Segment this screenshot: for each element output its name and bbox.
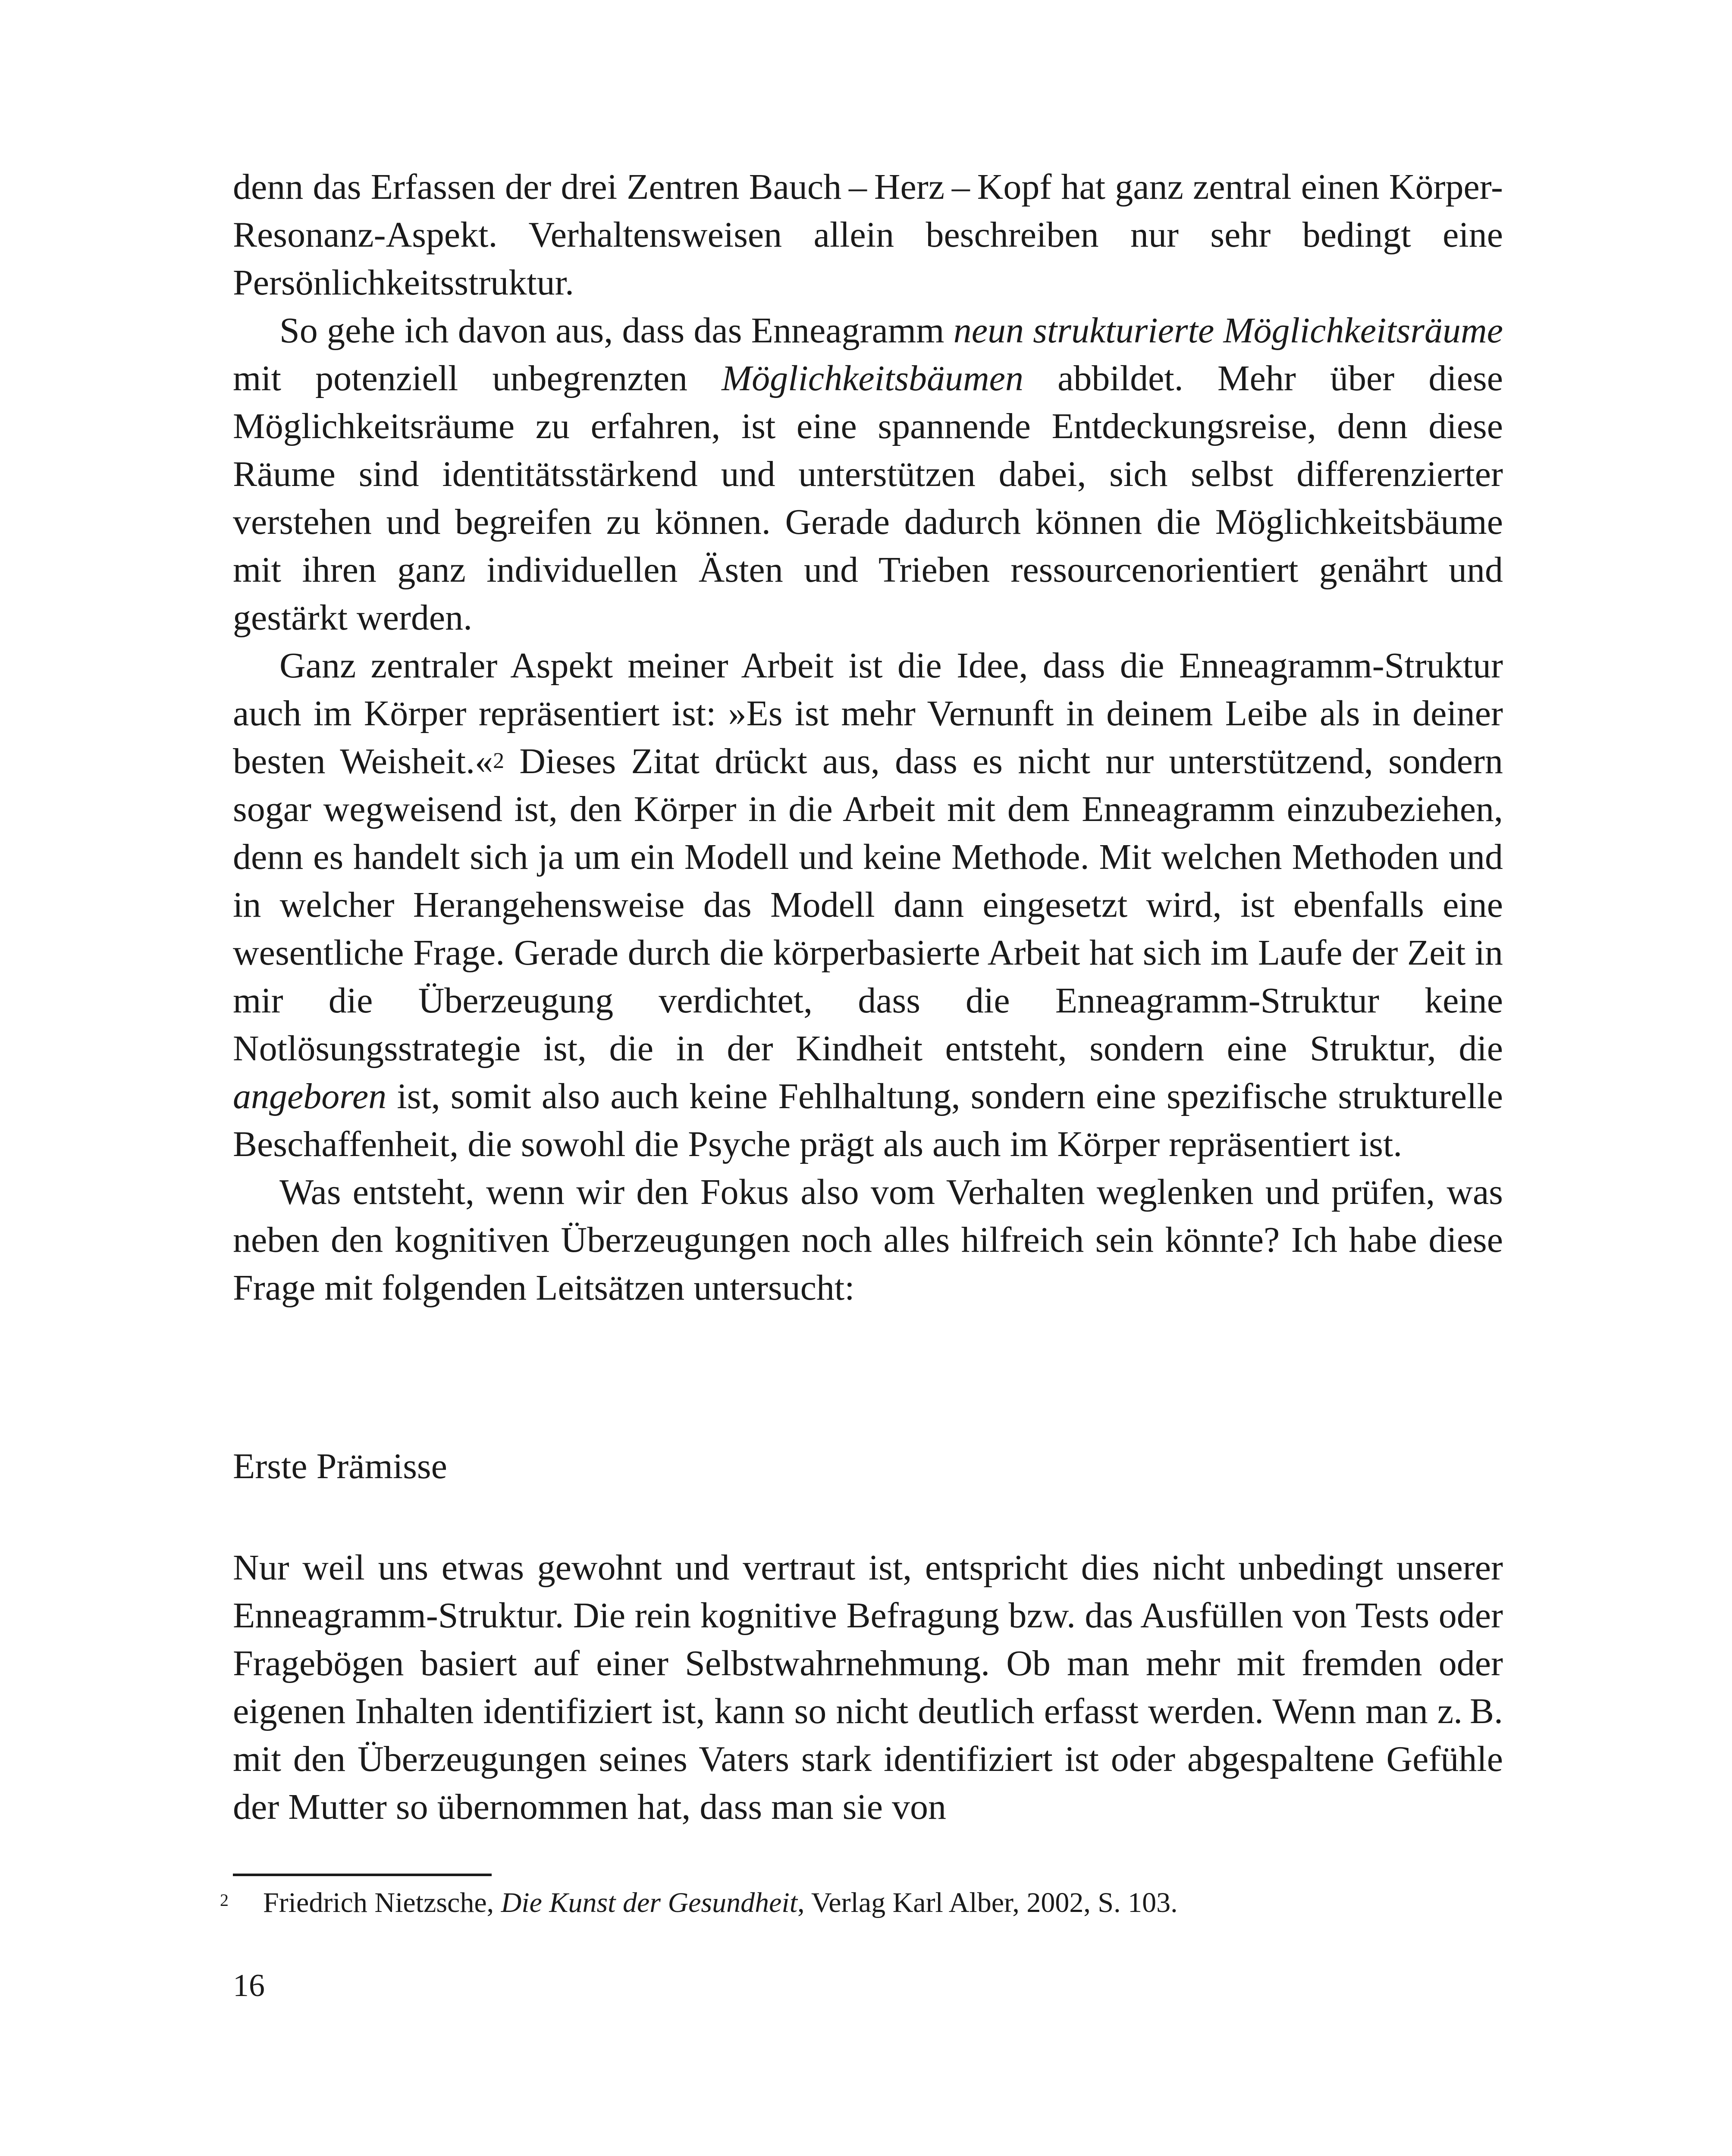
paragraph-3-emphasis: angeboren [233, 1076, 387, 1116]
paragraph-3 [233, 642, 1503, 1168]
footnote-title: Die Kunst der Gesundheit [501, 1887, 798, 1918]
paragraph-4: Was entsteht, wenn wir den Fokus also vom Verhalten weglenken und prüfen, was neben den kognitiven Überzeugungen noch alles hilfreich sein könnte? Ich habe diese Frage mit folgenden Leitsätzen untersucht: [233, 1172, 1503, 1308]
paragraph-2 [233, 307, 1503, 642]
paragraph-3-text-c: ist, somit also auch keine Fehlhaltung, sondern eine spezifische strukturelle Beschaffenheit, die sowohl die Psyche prägt als auch im Körper repräsentiert ist. [233, 1076, 1503, 1164]
paragraph-1: denn das Erfassen der drei Zentren Bauch – Herz – Kopf hat ganz zentral einen Körper-Resonanz-Aspekt. Verhaltensweisen allein beschreiben nur sehr bedingt eine Persönlichkeitsstruktur. [233, 167, 1503, 303]
paragraph-2-text-b: mit potenziell unbegrenzten [233, 358, 722, 398]
footnote-author: Friedrich Nietzsche, [263, 1887, 501, 1918]
main-text-top [233, 163, 1503, 1312]
footnote-rest: , Verlag Karl Alber, 2002, S. 103. [797, 1887, 1178, 1918]
paragraph-2-emphasis-2: Möglichkeitsbäumen [722, 358, 1023, 398]
paragraph-5: Nur weil uns etwas gewohnt und vertraut ist, entspricht dies nicht unbedingt unserer Enneagramm-Struktur. Die rein kognitive Befragung bzw. das Ausfüllen von Tests oder Fragebögen basiert auf einer Selbstwahrnehmung. Ob man mehr mit fremden oder eigenen Inhalten identifiziert ist, kann so nicht deutlich erfasst werden. Wenn man z. B. mit den Überzeugungen seines Vaters stark identifiziert ist oder abgespaltene Gefühle der Mutter so übernommen hat, dass man sie von [233, 1548, 1503, 1827]
footnote-divider [233, 1874, 492, 1876]
main-text-bottom [233, 1544, 1503, 1831]
footnote-reference: 2 [493, 749, 505, 773]
footnote [220, 1883, 1514, 1922]
section-heading: Erste Prämisse [233, 1446, 447, 1486]
paragraph-3-text-a: Ganz zentraler Aspekt meiner Arbeit ist die Idee, dass die Enneagramm-Struktur auch im Körper repräsentiert ist: »Es ist mehr Vernunft in deinem Leibe als in deiner besten Weisheit.« [233, 646, 1503, 781]
paragraph-2-emphasis-1: neun strukturierte Möglichkeitsräume [953, 310, 1503, 351]
page-number: 16 [233, 1968, 265, 2003]
paragraph-3-text-b: Dieses Zitat drückt aus, dass es nicht nur unterstützend, sondern sogar wegweisend ist, den Körper in die Arbeit mit dem Enneagramm einzubeziehen, denn es handelt sich ja um ein Modell und keine Methode. Mit welchen Methoden und in welcher Herangehensweise das Modell dann eingesetzt wird, ist ebenfalls eine wesentliche Frage. Gerade durch die körperbasierte Arbeit hat sich im Laufe der Zeit in mir die Überzeugung verdichtet, dass die Enneagramm-Struktur keine Notlösungsstrategie ist, die in der Kindheit entsteht, sondern eine Struktur, die [233, 741, 1503, 1069]
paragraph-2-text-c: abbildet. Mehr über diese Möglichkeitsräume zu erfahren, ist eine spannende Entdeckungsreise, denn diese Räume sind identitätsstärkend und unterstützen dabei, sich selbst differenzierter verstehen und begreifen zu können. Gerade dadurch können die Möglichkeitsbäume mit ihren ganz individuellen Ästen und Trieben ressourcenorientiert genährt und gestärkt werden. [233, 358, 1503, 638]
section-heading-block [233, 1442, 1503, 1490]
footnote-number: 2 [220, 1890, 229, 1910]
paragraph-2-text-a: So gehe ich davon aus, dass das Enneagramm [279, 310, 954, 351]
